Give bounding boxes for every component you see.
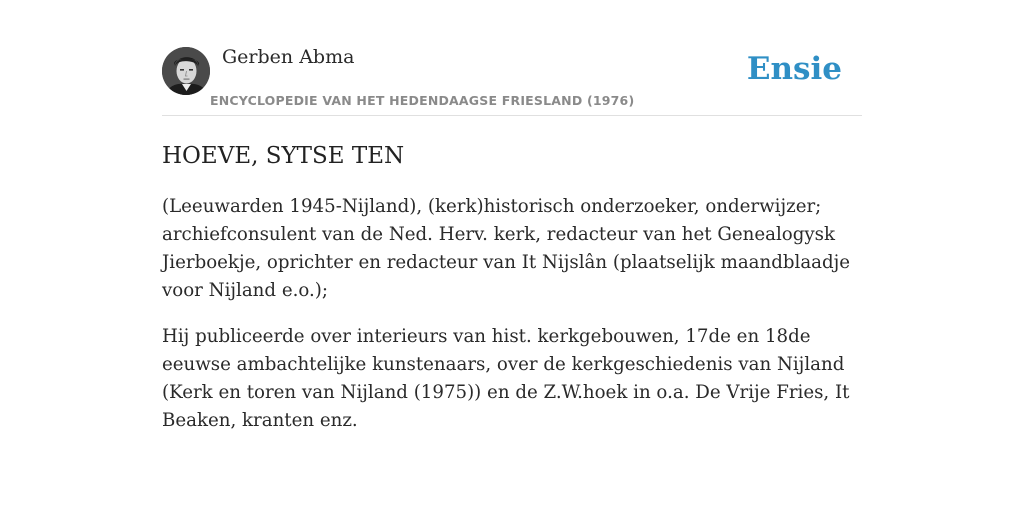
author-portrait-icon <box>162 47 210 95</box>
author-name[interactable]: Gerben Abma <box>222 46 355 68</box>
article-header <box>162 40 862 116</box>
article-paragraph: Hij publiceerde over interieurs van hist. kerkgebouwen, 17de en 18de eeuwse ambachtelijke kunstenaars, over de kerkgeschiedenis van Nijland (Kerk en toren van Nijland (1975)) en de Z.W.hoek in o.a. De Vrije Fries, It Beaken, kranten enz. <box>162 326 850 431</box>
avatar[interactable] <box>162 47 210 95</box>
source-label[interactable]: ENCYCLOPEDIE VAN HET HEDENDAAGSE FRIESLAND (1976) <box>210 93 635 108</box>
article-card <box>162 40 862 435</box>
article-paragraph: (Leeuwarden 1945-Nijland), (kerk)historisch onderzoeker, onderwijzer; archiefconsulent van de Ned. Herv. kerk, redacteur van het Genealogysk Jierboekje, oprichter en redacteur van It Nijslân (plaatselijk maandblaadje voor Nijland e.o.); <box>162 196 851 301</box>
brand-logo[interactable]: Ensie <box>746 51 842 87</box>
article-title: HOEVE, SYTSE TEN <box>162 143 405 169</box>
